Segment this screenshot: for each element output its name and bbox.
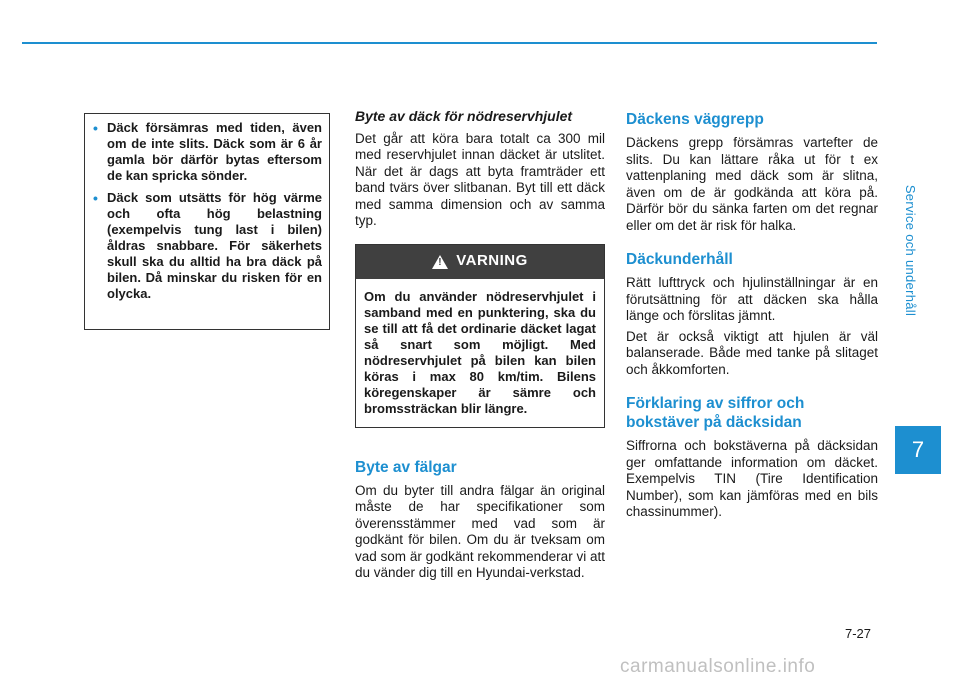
middle-column — [355, 108, 605, 586]
warning-box — [355, 244, 605, 428]
bullet-icon: • — [93, 190, 98, 206]
watermark: carmanualsonline.info — [620, 656, 816, 677]
right-column — [626, 108, 878, 525]
list-item-text: Däck som utsätts för hög värme och ofta hög belastning (exempelvis tung last i bilen) åldras snabbare. För säkerhets skull ska du alltid ha bra däck på bilen. Då minskar du risken för en olycka. — [107, 190, 322, 301]
section-heading-spare-tire: Byte av däck för nödreservhjulet — [355, 108, 573, 124]
section-heading-grip: Däckens väggrepp — [626, 111, 764, 128]
paragraph: Siffrorna och bokstäverna på däcksidan ger omfattande information om däcket. Exempelvis TIN (Tire Identification Number), som kan jämföras med en bils chassinummer). — [626, 438, 878, 519]
chapter-side-label — [897, 80, 925, 420]
tire-aging-list — [93, 120, 322, 302]
page-number: 7-27 — [845, 626, 872, 641]
paragraph: Om du byter till andra fälgar än original måste de har specifikationer som överensstämmer med vad som är godkänt för bilen. Om du är tveksam om vad som är godkänt rekommenderar vi att du vänder dig till en Hyundai-verkstad. — [355, 482, 605, 580]
chapter-tab[interactable]: 7 — [895, 426, 941, 474]
paragraph: Det går att köra bara totalt ca 300 mil med reservhjulet innan däcket är utslitet. När det är dags att byta framträder ett band tvärs över slitbanan. Byt till ett däck med samma dimension och av samma typ. — [355, 130, 605, 228]
section-heading-maintenance: Däckunderhåll — [626, 251, 733, 268]
warning-header — [356, 245, 604, 279]
list-item — [93, 120, 322, 184]
warning-text: Om du använder nödreservhjulet i samband med en punktering, ska du se till att få det ordinarie däcket lagat så snart som möjligt. Med nödreservhjulet på bilen kan bilen köras i max 80 km/tim. Bilens köregenskaper är sämre och bromssträckan blir längre. — [364, 288, 596, 416]
bullet-icon: • — [93, 120, 98, 136]
chapter-side-label-text: Service och underhåll — [903, 184, 919, 316]
paragraph: Däckens grepp försämras vartefter de slits. Du kan lättare råka ut för t ex vattenplaning med däck som är slitna, även om de är godkända att köra på. Därför bör du sänka farten om det regnar eller om det är risk för halka. — [626, 135, 878, 233]
list-item-text: Däck försämras med tiden, även om de inte slits. Däck som är 6 år gamla bör därför bytas eftersom de kan spricka sönder. — [107, 120, 322, 183]
warning-title: VARNING — [456, 252, 528, 270]
paragraph: Rätt lufttryck och hjulinställningar är en förutsättning för att däcken ska hålla länge och förslitas jämnt. — [626, 275, 878, 323]
tire-aging-box — [84, 113, 330, 330]
section-heading-sidewall-markings: Förklaring av siffror och bokstäver på däcksidan — [626, 395, 805, 431]
section-heading-rims: Byte av fälgar — [355, 458, 457, 476]
header-rule — [22, 42, 877, 44]
list-item — [93, 190, 322, 302]
paragraph: Det är också viktigt att hjulen är väl balanserade. Både med tanke på slitaget och åkkomforten. — [626, 328, 878, 377]
warning-triangle-icon: ! — [432, 255, 448, 269]
